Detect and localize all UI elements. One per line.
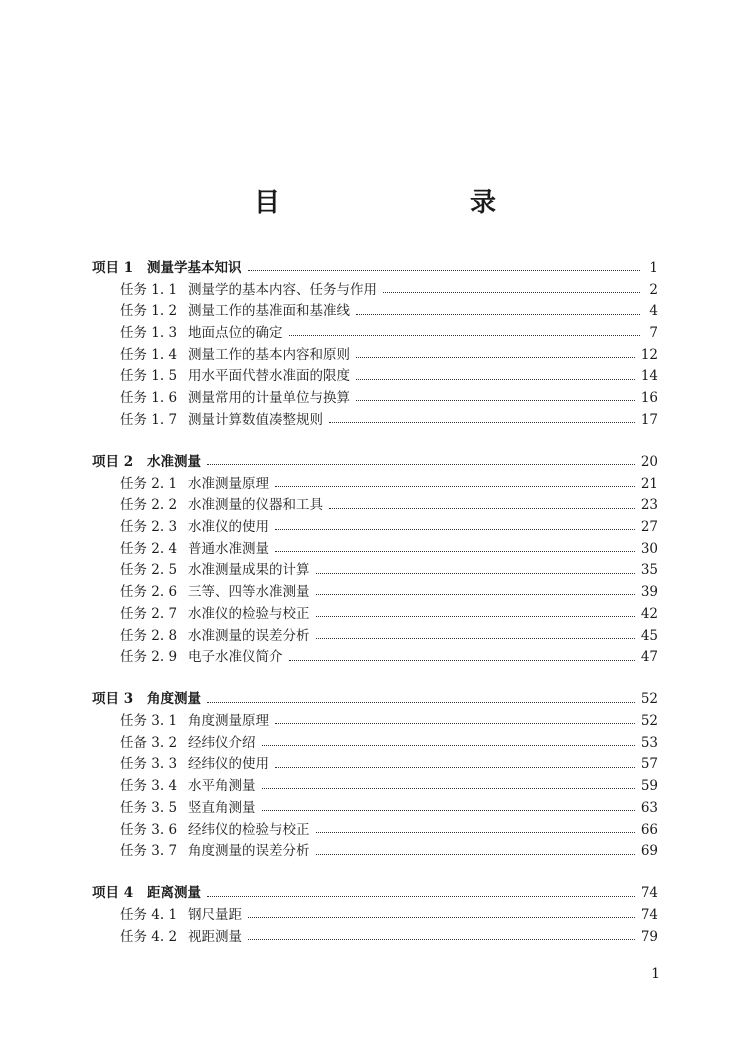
toc-entry-page: 74 <box>640 885 658 902</box>
toc-dot-leader <box>248 270 641 271</box>
toc-entry-number: 任务 1. 7 <box>120 411 178 428</box>
toc-dot-leader <box>316 573 635 574</box>
toc-entry-number: 项目 1 <box>92 260 134 276</box>
toc-entry-page: 45 <box>640 627 658 644</box>
toc-task-entry <box>92 798 658 820</box>
toc-entry-number: 任务 2. 4 <box>120 540 178 557</box>
toc-dot-leader <box>316 854 635 855</box>
toc-entry-title: 钢尺量距 <box>188 907 242 924</box>
toc-entry-number: 任务 1. 4 <box>120 346 178 363</box>
toc-entry-page: 66 <box>640 821 658 838</box>
toc-entry-title: 竖直角测量 <box>188 799 256 816</box>
toc-entry-number: 任务 2. 9 <box>120 649 178 666</box>
toc-entry-number: 任务 3. 7 <box>120 843 178 860</box>
toc-entry-page: 20 <box>640 454 658 470</box>
toc-entry-title: 测量常用的计量单位与换算 <box>188 390 350 407</box>
toc-entry-number: 任务 1. 3 <box>120 325 178 342</box>
toc-entry-page: 52 <box>640 691 658 708</box>
page-number: 1 <box>651 966 660 982</box>
toc-entry-title: 地面点位的确定 <box>188 325 283 342</box>
toc-entry-number: 任务 2. 3 <box>120 519 178 536</box>
toc-entry-title: 角度测量 <box>147 691 201 708</box>
toc-dot-leader <box>356 357 635 358</box>
toc-entry-title: 经纬仪介绍 <box>188 734 256 751</box>
toc-entry-title: 经纬仪的检验与校正 <box>188 821 310 838</box>
toc-task-entry <box>92 776 658 798</box>
toc-project-entry <box>92 689 658 711</box>
toc-entry-number: 任务 2. 2 <box>120 497 178 514</box>
toc-entry-number: 任务 3. 3 <box>120 756 178 773</box>
toc-task-entry <box>92 905 658 927</box>
toc-entry-title: 电子水准仪简介 <box>188 649 283 666</box>
toc-section <box>92 452 658 669</box>
toc-entry-title: 测量工作的基本内容和原则 <box>188 346 350 363</box>
toc-task-entry <box>92 280 658 302</box>
toc-project-entry <box>92 258 658 280</box>
toc-entry-number: 任务 3. 6 <box>120 821 178 838</box>
toc-entry-number: 任务 3. 4 <box>120 778 178 795</box>
toc-task-entry <box>92 345 658 367</box>
toc-section <box>92 883 658 948</box>
toc-entry-title: 测量工作的基准面和基准线 <box>188 303 350 320</box>
toc-entry-number: 项目 2 <box>92 454 134 470</box>
toc-entry-number: 项目 4 <box>92 885 134 902</box>
toc-entry-number: 任务 1. 2 <box>120 303 178 320</box>
toc-entry-number: 任务 1. 1 <box>120 281 178 298</box>
toc-dot-leader <box>248 939 635 940</box>
toc-task-entry <box>92 582 658 604</box>
toc-entry-page: 1 <box>649 260 658 276</box>
toc-entry-number: 任务 4. 1 <box>120 907 178 924</box>
toc-entry-number: 任务 1. 5 <box>120 368 178 385</box>
toc-entry-number: 任务 1. 6 <box>120 390 178 407</box>
toc-entry-page: 2 <box>649 281 658 298</box>
toc-entry-page: 79 <box>640 928 658 945</box>
toc-dot-leader <box>262 788 635 789</box>
toc-entry-title: 角度测量的误差分析 <box>188 843 310 860</box>
toc-section <box>92 689 658 863</box>
toc-entry-page: 16 <box>640 390 658 407</box>
toc-entry-number: 任务 2. 1 <box>120 475 178 492</box>
toc-entry-number: 任务 2. 5 <box>120 562 178 579</box>
toc-entry-title: 水准测量原理 <box>188 475 269 492</box>
toc-dot-leader <box>275 486 635 487</box>
toc-entry-page: 53 <box>640 734 658 751</box>
toc-entry-title: 水准仪的检验与校正 <box>188 605 310 622</box>
toc-dot-leader <box>329 422 635 423</box>
toc-entry-number: 任务 4. 2 <box>120 928 178 945</box>
toc-entry-page: 35 <box>640 562 658 579</box>
toc-task-entry <box>92 301 658 323</box>
toc-entry-title: 水准仪的使用 <box>188 519 269 536</box>
toc-project-entry <box>92 452 658 474</box>
toc-dot-leader <box>356 379 635 380</box>
toc-entry-page: 42 <box>640 605 658 622</box>
toc-task-entry <box>92 539 658 561</box>
toc-entry-title: 水准测量成果的计算 <box>188 562 310 579</box>
toc-entry-page: 17 <box>640 411 658 428</box>
toc-task-entry <box>92 927 658 949</box>
toc-dot-leader <box>316 616 635 617</box>
page-title: 目 录 <box>253 188 542 218</box>
toc-task-entry <box>92 517 658 539</box>
toc-dot-leader <box>275 551 635 552</box>
toc-dot-leader <box>383 292 640 293</box>
toc-entry-page: 14 <box>640 368 658 385</box>
toc-task-entry <box>92 820 658 842</box>
toc-entry-number: 任务 3. 5 <box>120 799 178 816</box>
toc-task-entry <box>92 388 658 410</box>
toc-entry-title: 用水平面代替水准面的限度 <box>188 368 350 385</box>
toc-task-entry <box>92 410 658 432</box>
toc-entry-page: 30 <box>640 540 658 557</box>
toc-dot-leader <box>316 638 635 639</box>
toc-entry-number: 任务 2. 8 <box>120 627 178 644</box>
toc-entry-page: 52 <box>640 713 658 730</box>
toc-entry-title: 距离测量 <box>147 885 201 902</box>
toc-entry-title: 普通水准测量 <box>188 540 269 557</box>
toc-entry-title: 水平角测量 <box>188 778 256 795</box>
toc-entry-title: 视距测量 <box>188 928 242 945</box>
toc-task-entry <box>92 560 658 582</box>
toc-entry-title: 角度测量原理 <box>188 713 269 730</box>
toc-dot-leader <box>207 896 635 897</box>
toc-dot-leader <box>316 832 635 833</box>
toc-entry-page: 63 <box>640 799 658 816</box>
toc-entry-page: 27 <box>640 519 658 536</box>
toc-entry-page: 74 <box>640 907 658 924</box>
toc-entry-title: 三等、四等水准测量 <box>188 584 310 601</box>
toc-task-entry <box>92 474 658 496</box>
toc-task-entry <box>92 711 658 733</box>
toc-task-entry <box>92 604 658 626</box>
toc-entry-page: 47 <box>640 649 658 666</box>
toc-dot-leader <box>275 529 635 530</box>
toc-entry-number: 项目 3 <box>92 691 134 708</box>
toc-dot-leader <box>289 335 641 336</box>
toc-entry-number: 任务 3. 1 <box>120 713 178 730</box>
toc-entry-number: 任务 2. 6 <box>120 584 178 601</box>
toc-task-entry <box>92 495 658 517</box>
toc-task-entry <box>92 647 658 669</box>
toc-entry-page: 39 <box>640 584 658 601</box>
toc-entry-title: 水准测量 <box>147 454 201 470</box>
toc-entry-page: 4 <box>649 303 658 320</box>
toc-dot-leader <box>289 660 635 661</box>
toc-entry-page: 23 <box>640 497 658 514</box>
toc-dot-leader <box>329 508 635 509</box>
toc-dot-leader <box>207 702 635 703</box>
toc-entry-title: 测量学的基本内容、任务与作用 <box>188 281 377 298</box>
toc-task-entry <box>92 733 658 755</box>
toc-entry-page: 69 <box>640 843 658 860</box>
toc-task-entry <box>92 626 658 648</box>
table-of-contents <box>92 258 658 969</box>
toc-dot-leader <box>248 917 635 918</box>
toc-entry-page: 12 <box>640 346 658 363</box>
toc-entry-page: 7 <box>649 325 658 342</box>
toc-dot-leader <box>275 767 635 768</box>
toc-dot-leader <box>275 723 635 724</box>
toc-entry-title: 水准测量的误差分析 <box>188 627 310 644</box>
toc-task-entry <box>92 754 658 776</box>
toc-dot-leader <box>207 464 635 465</box>
toc-dot-leader <box>262 745 635 746</box>
toc-project-entry <box>92 883 658 905</box>
toc-task-entry <box>92 841 658 863</box>
toc-entry-page: 57 <box>640 756 658 773</box>
toc-dot-leader <box>356 314 640 315</box>
toc-entry-number: 任务 2. 7 <box>120 605 178 622</box>
toc-entry-number: 任备 3. 2 <box>120 734 178 751</box>
toc-entry-title: 水准测量的仪器和工具 <box>188 497 323 514</box>
toc-entry-title: 经纬仪的使用 <box>188 756 269 773</box>
toc-dot-leader <box>356 400 635 401</box>
toc-task-entry <box>92 366 658 388</box>
toc-entry-title: 测量学基本知识 <box>147 260 242 276</box>
toc-section <box>92 258 658 432</box>
toc-dot-leader <box>316 594 635 595</box>
toc-entry-title: 测量计算数值凑整规则 <box>188 411 323 428</box>
toc-dot-leader <box>262 810 635 811</box>
toc-task-entry <box>92 323 658 345</box>
toc-entry-page: 21 <box>640 475 658 492</box>
toc-entry-page: 59 <box>640 778 658 795</box>
